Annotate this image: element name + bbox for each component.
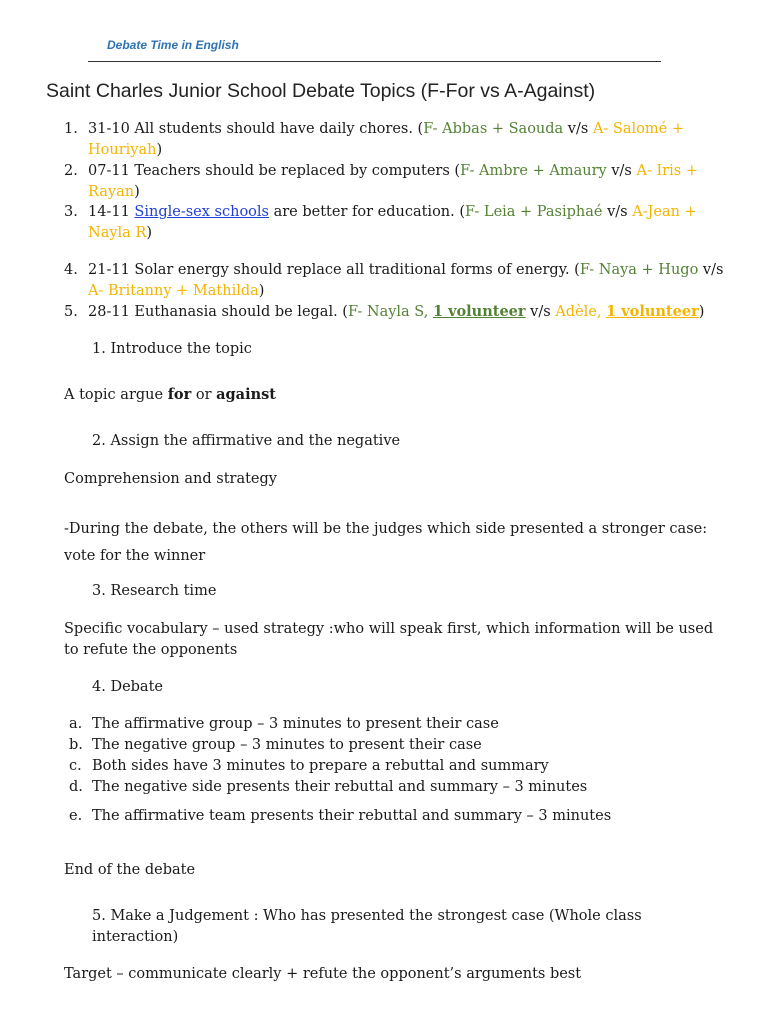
debate-step-a xyxy=(64,714,724,735)
step-text: The affirmative team presents their rebuttal and summary – 3 minutes xyxy=(92,808,612,824)
for-team: F- Leia + Pasiphaé xyxy=(465,204,603,220)
judges-question: which side presented a stronger case: xyxy=(427,521,708,537)
vote-text: vote for the winner xyxy=(64,548,206,564)
step-research-time: 3. Research time xyxy=(92,583,217,599)
comprehension-heading: Comprehension and strategy xyxy=(64,471,277,487)
for-team: F- Naya + Hugo xyxy=(579,262,699,278)
step-letter: e. xyxy=(69,808,83,824)
step-debate: 4. Debate xyxy=(92,679,163,695)
topic-number: 2. xyxy=(64,163,78,179)
topic-text: 07-11 Teachers should be replaced by computers ( xyxy=(88,163,461,179)
for-team: F- Abbas + Saouda xyxy=(423,121,564,137)
step-text: Both sides have 3 minutes to prepare a rebuttal and summary xyxy=(92,758,549,774)
topic-argue-line xyxy=(64,385,724,406)
closing-paren: ) xyxy=(156,141,163,158)
topic-text: 31-10 All students should have daily chores. ( xyxy=(88,121,424,137)
step-text: The negative side presents their rebuttal and summary – 3 minutes xyxy=(92,779,588,795)
step-text: The affirmative group – 3 minutes to present their case xyxy=(92,716,499,732)
closing-paren: ) xyxy=(146,224,153,241)
step-text: The negative group – 3 minutes to present their case xyxy=(92,737,482,753)
topic-text: 28-11 Euthanasia should be legal. ( xyxy=(88,304,348,320)
versus: v/s xyxy=(563,121,593,137)
step-make-judgement: 5. Make a Judgement : Who has presented the strongest case (Whole class interaction) xyxy=(92,908,642,945)
against-team: A-Jean + Nayla R xyxy=(88,204,697,241)
vocabulary-paragraph: Specific vocabulary – used strategy :who will speak first, which information will be used to refute the opponents xyxy=(64,621,714,658)
versus: v/s xyxy=(525,304,556,320)
topic-item-3 xyxy=(64,202,724,243)
debate-step-d xyxy=(64,777,724,798)
topic-number: 5. xyxy=(64,304,78,320)
topic-item-5 xyxy=(64,302,724,323)
end-of-debate xyxy=(64,860,724,881)
against-volunteer: 1 volunteer xyxy=(606,303,699,320)
debate-step-b xyxy=(64,735,724,756)
step-introduce-topic: 1. Introduce the topic xyxy=(92,341,252,357)
topic-text: 21-11 Solar energy should replace all traditional forms of energy. ( xyxy=(88,262,580,278)
step-letter: a. xyxy=(69,716,83,732)
judges-paragraph xyxy=(64,516,724,570)
topic-text: A topic xyxy=(64,387,121,403)
against-team: A- Salomé + Houriyah xyxy=(88,121,684,158)
for-team: F- Ambre + Amaury xyxy=(460,163,607,179)
for-text: for xyxy=(167,386,192,403)
topic-text: are better for education. ( xyxy=(268,204,466,220)
against-team: Adèle, xyxy=(555,304,607,320)
versus: v/s xyxy=(606,163,637,179)
or-text: or xyxy=(191,387,217,403)
step-assign-sides: 2. Assign the affirmative and the negative xyxy=(92,433,401,449)
against-team: A- Iris + Rayan xyxy=(88,163,698,200)
argue-text: argue xyxy=(120,387,168,403)
versus: v/s xyxy=(698,262,724,278)
target-line: Target – communicate clearly + refute the opponent’s arguments best xyxy=(64,966,582,982)
for-volunteer: 1 volunteer xyxy=(432,303,526,320)
versus: v/s xyxy=(602,204,633,220)
step-letter: d. xyxy=(69,779,83,795)
against-team: A- Britanny + Mathilda xyxy=(88,282,259,299)
against-text: against xyxy=(216,386,276,403)
header-rule xyxy=(88,61,661,62)
end-text: End of the debate xyxy=(64,862,196,878)
topic-number: 4. xyxy=(64,262,78,278)
header-label: Debate Time in English xyxy=(107,38,239,52)
topic-item-4 xyxy=(64,260,724,301)
closing-paren: ) xyxy=(698,304,705,320)
topic-date: 14-11 xyxy=(88,204,135,220)
topic-item-2 xyxy=(64,161,724,202)
step-letter: b. xyxy=(69,737,83,753)
for-team: F- Nayla S, xyxy=(347,304,433,320)
step-letter: c. xyxy=(69,758,82,774)
single-sex-schools-link[interactable]: Single-sex schools xyxy=(134,204,269,220)
closing-paren: ) xyxy=(258,282,265,299)
debate-step-e xyxy=(64,806,724,827)
closing-paren: ) xyxy=(134,183,140,200)
debate-step-c xyxy=(64,756,724,777)
judges-text: -During the debate, the others will be the judges xyxy=(64,521,428,537)
topic-number: 1. xyxy=(64,121,78,137)
topic-item-1 xyxy=(64,119,724,160)
topic-number: 3. xyxy=(64,204,78,220)
page-title: Saint Charles Junior School Debate Topics (F-For vs A-Against) xyxy=(46,80,596,102)
